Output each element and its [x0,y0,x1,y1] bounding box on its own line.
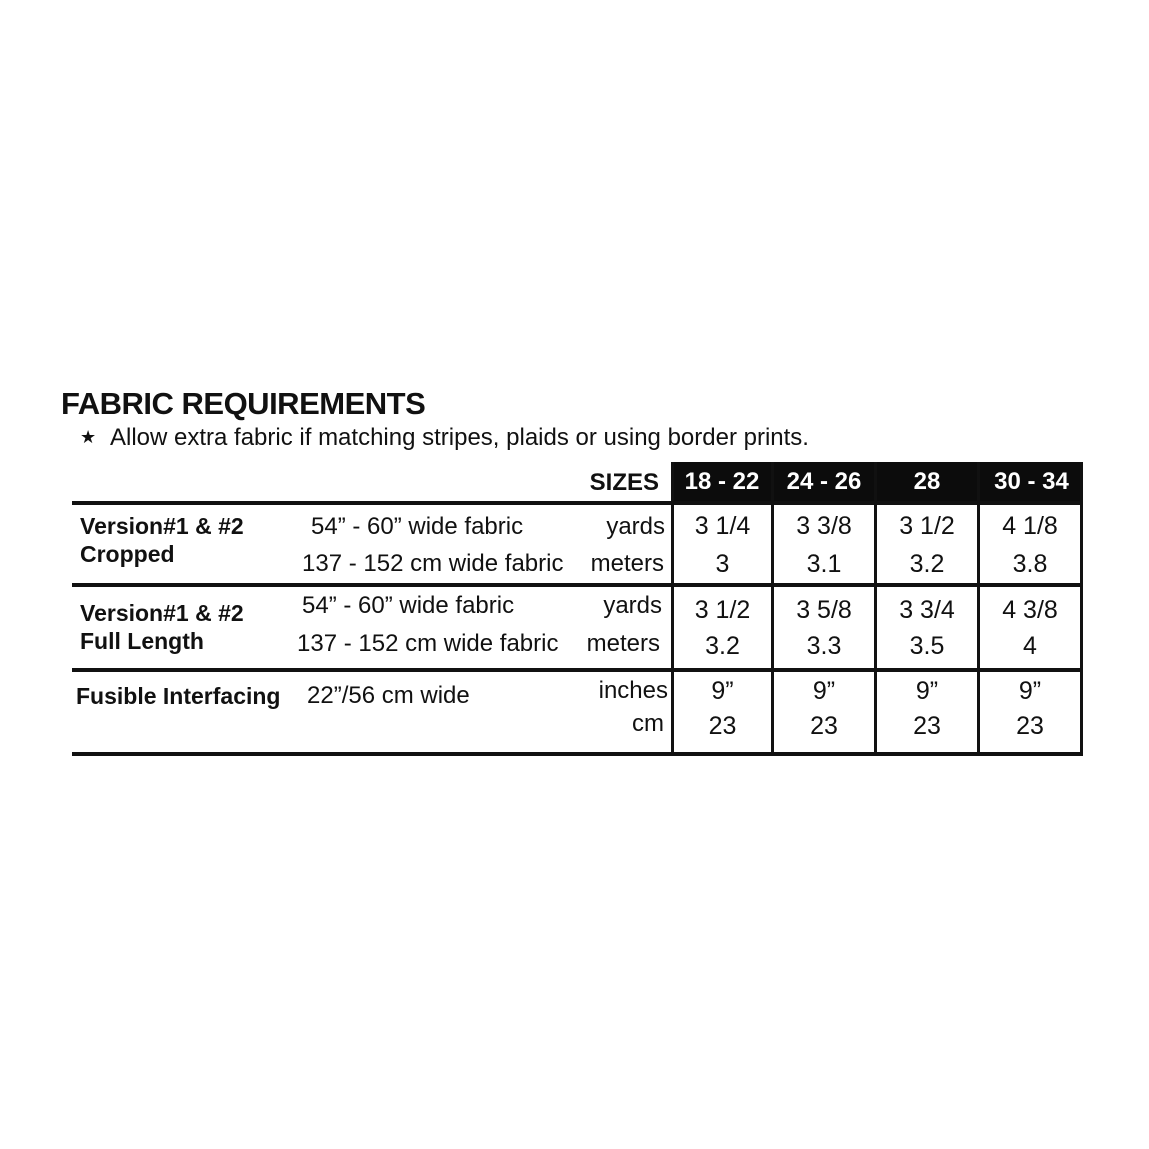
table-cell: 23 [708,712,737,740]
table-cell: 3 1/2 [899,512,955,540]
table-cell: 4 [1023,632,1037,660]
unit-yards: yards [603,592,662,619]
star-icon: ★ [80,427,97,447]
table-cell: 3 5/8 [796,596,852,624]
table-cell: 3.8 [1012,550,1048,578]
unit-inches: inches [598,677,668,704]
table-cell: 9” [915,677,939,705]
table-cell: 4 1/8 [1002,512,1058,540]
table-cell: 4 3/8 [1002,596,1058,624]
table-cell: 3.1 [806,550,842,578]
fabric-width-metric: 137 - 152 cm wide fabric [297,630,559,657]
page-title: FABRIC REQUIREMENTS [61,386,426,421]
table-cell: 23 [1016,712,1044,740]
table-cell: 3 3/8 [796,512,852,540]
table-cell: 3 3/4 [899,596,955,624]
size-header-24-26: 24 - 26 [774,462,874,502]
row-label-full-length [80,599,244,655]
unit-meters: meters [590,550,664,577]
size-header-28: 28 [877,462,977,502]
table-cell: 3.2 [909,550,945,578]
version-variant: Full Length [80,628,204,654]
fabric-width-imperial: 54” - 60” wide fabric [311,513,524,540]
fabric-note [80,424,809,452]
size-header-30-34: 30 - 34 [980,462,1083,502]
table-cell: 3.2 [705,632,740,660]
table-cell: 9” [812,677,836,705]
table-cell: 3.3 [806,632,842,660]
row-label-cropped [80,512,244,568]
row-divider-2 [72,668,1083,672]
table-cell: 3 1/4 [694,512,751,540]
unit-cm: cm [632,710,664,737]
unit-meters: meters [586,630,660,657]
version-label: Version#1 & #2 [80,600,244,626]
header-rule [72,501,1083,505]
unit-yards: yards [606,513,665,540]
table-cell: 3 1/2 [694,596,751,624]
col-divider-4 [1080,462,1083,754]
table-cell: 9” [711,677,734,705]
fabric-width-imperial: 54” - 60” wide fabric [302,592,515,619]
table-cell: 9” [1018,677,1042,705]
table-cell: 23 [913,712,941,740]
sizes-label: SIZES [589,469,659,496]
row-label-fusible-interfacing: Fusible Interfacing [76,683,281,709]
table-cell: 3 [715,550,730,578]
table-cell: 23 [810,712,838,740]
size-header-18-22: 18 - 22 [673,462,771,502]
table-bottom-rule [72,752,1083,756]
version-label: Version#1 & #2 [80,513,244,539]
interfacing-width: 22”/56 cm wide [307,682,470,709]
version-variant: Cropped [80,541,175,567]
row-divider-1 [72,583,1083,587]
note-text: Allow extra fabric if matching stripes, plaids or using border prints. [110,424,809,451]
table-cell: 3.5 [909,632,945,660]
fabric-width-metric: 137 - 152 cm wide fabric [302,550,564,577]
